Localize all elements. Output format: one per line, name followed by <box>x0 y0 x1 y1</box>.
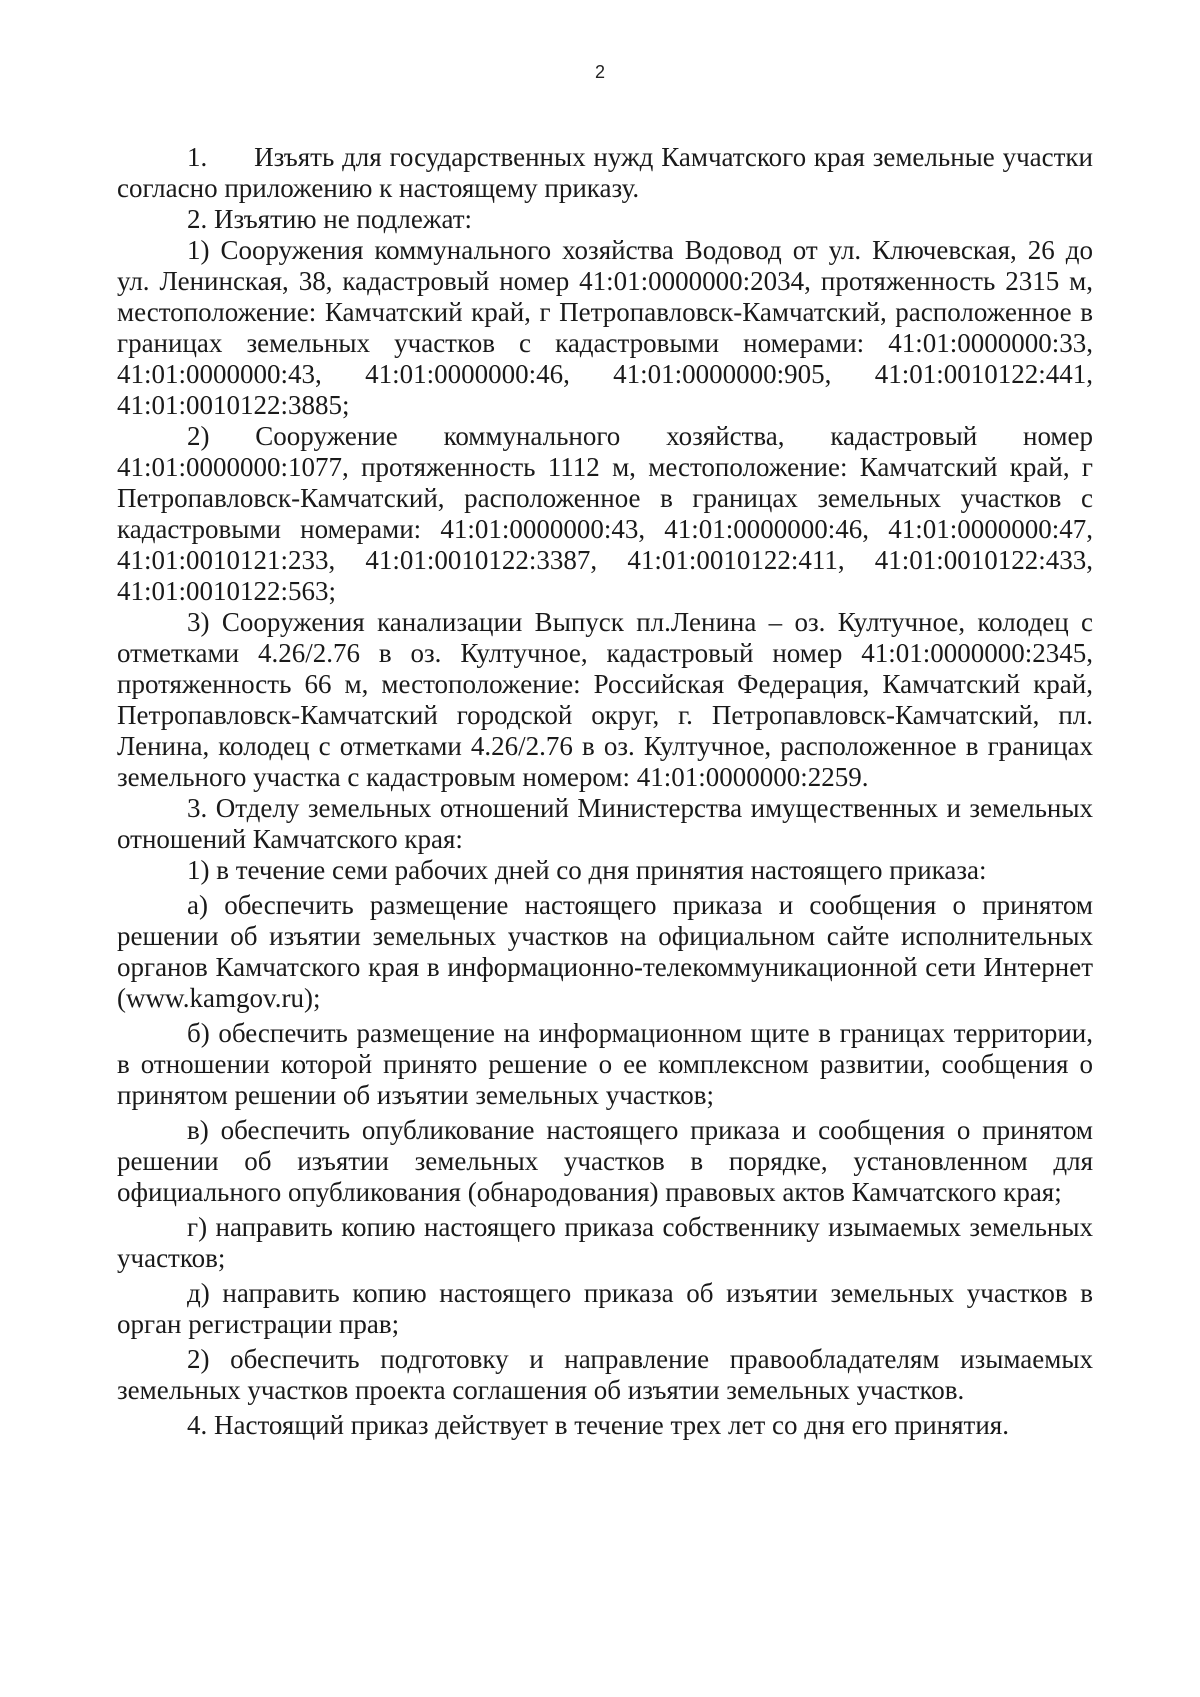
paragraph-subitem-3-1-g: г) направить копию настоящего приказа собственнику изымаемых земельных участков; <box>117 1212 1093 1273</box>
paragraph-item-2: 2. Изъятию не подлежат: <box>187 204 473 234</box>
paragraph-subitem-3-1-a: а) обеспечить размещение настоящего приказа и сообщения о принятом решении об изъятии земельных участков на официальном сайте исполнительных органов Камчатского края в информационно-телекоммуникационной сети Интернет (www.kamgov.ru); <box>117 890 1093 1013</box>
paragraph-subitem-3-2: 2) обеспечить подготовку и направление правообладателям изымаемых земельных участков проекта соглашения об изъятии земельных участков. <box>117 1344 1093 1405</box>
paragraph-subitem-3-1-b: б) обеспечить размещение на информационном щите в границах территории, в отношении которой принято решение о ее комплексном развитии, сообщения о принятом решении об изъятии земельных участков; <box>117 1018 1093 1110</box>
document-body <box>117 142 1093 1441</box>
paragraph-subitem-3-1-d: д) направить копию настоящего приказа об изъятии земельных участков в орган регистрации прав; <box>117 1278 1093 1339</box>
page-number: 2 <box>594 62 605 82</box>
paragraph-subitem-2-1: 1) Сооружения коммунального хозяйства Водовод от ул. Ключевская, 26 до ул. Ленинская, 38, кадастровый номер 41:01:0000000:2034, протяженность 2315 м, местоположение: Камчатский край, г Петропавловск-Камчатский, расположенное в границах земельных участков с кадастровыми номерами: 41:01:0000000:33, 41:01:0000000:43, 41:01:0000000:46, 41:01:0000000:905, 41:01:0010122:441, 41:01:0010122:3885; <box>117 235 1093 420</box>
paragraph-subitem-3-1-v: в) обеспечить опубликование настоящего приказа и сообщения о принятом решении об изъятии земельных участков в порядке, установленном для официального опубликования (обнародования) правовых актов Камчатского края; <box>117 1115 1093 1207</box>
paragraph-item-4: 4. Настоящий приказ действует в течение трех лет со дня его принятия. <box>187 1410 1009 1440</box>
paragraph-subitem-2-2: 2) Сооружение коммунального хозяйства, кадастровый номер 41:01:0000000:1077, протяженность 1112 м, местоположение: Камчатский край, г Петропавловск-Камчатский, расположенное в границах земельных участков с кадастровыми номерами: 41:01:0000000:43, 41:01:0000000:46, 41:01:0000000:47, 41:01:0010121:233, 41:01:0010122:3387, 41:01:0010122:411, 41:01:0010122:433, 41:01:0010122:563; <box>117 421 1093 606</box>
paragraph-subitem-3-1: 1) в течение семи рабочих дней со дня принятия настоящего приказа: <box>187 855 987 885</box>
paragraph-item-3: 3. Отделу земельных отношений Министерства имущественных и земельных отношений Камчатского края: <box>117 793 1093 854</box>
paragraph-item-1: 1. Изъять для государственных нужд Камчатского края земельные участки согласно приложению к настоящему приказу. <box>117 142 1093 203</box>
paragraph-subitem-2-3: 3) Сооружения канализации Выпуск пл.Ленина – оз. Култучное, колодец с отметками 4.26/2.76 в оз. Култучное, кадастровый номер 41:01:0000000:2345, протяженность 66 м, местоположение: Российская Федерация, Камчатский край, Петропавловск-Камчатский городской округ, г. Петропавловск-Камчатский, пл. Ленина, колодец с отметками 4.26/2.76 в оз. Култучное, расположенное в границах земельного участка с кадастровым номером: 41:01:0000000:2259. <box>117 607 1093 792</box>
